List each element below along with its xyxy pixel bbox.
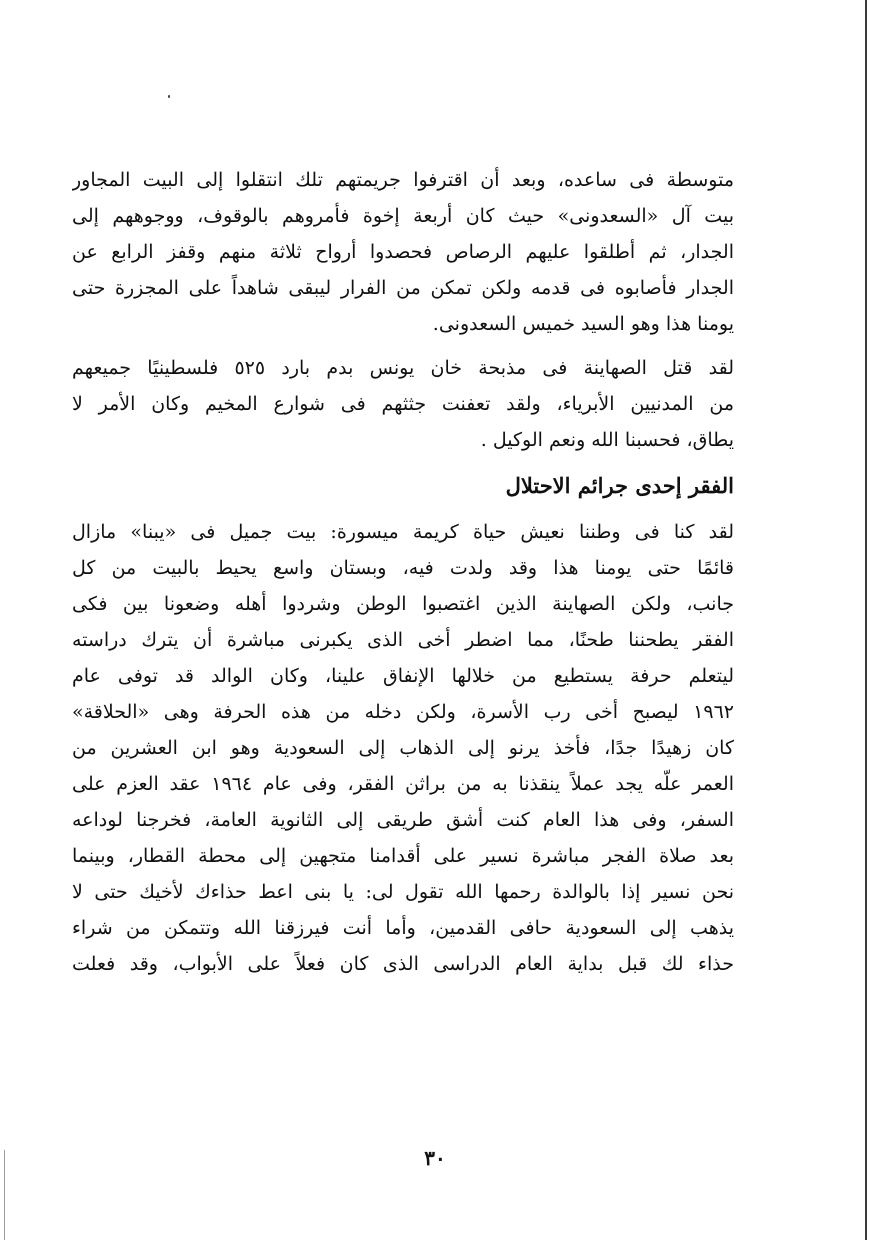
text-line: ١٩٦٢ ليصبح أخى رب الأسرة، ولكن دخله من هذه الحرفة وهى «الحلاقة»	[72, 701, 734, 723]
text-line: حذاء لك قبل بداية العام الدراسى الذى كان فعلاً على الأبواب، وقد فعلت	[72, 953, 734, 975]
scan-speck	[168, 95, 170, 98]
page-number: ٣٠	[424, 1146, 446, 1170]
paragraph-poverty	[72, 514, 734, 982]
text-line: كان زهيدًا جدًا، فأخذ يرنو إلى الذهاب إلى السعودية وهو ابن العشرين من	[72, 737, 734, 759]
text-line: قائمًا حتى يومنا هذا وقد ولدت فيه، وبستان واسع يحيط بالبيت من كل	[72, 557, 734, 579]
text-line: الجدار فأصابوه فى قدمه ولكن تمكن من الفرار ليبقى شاهداً على المجزرة حتى	[72, 277, 734, 299]
text-line: الجدار، ثم أطلقوا عليهم الرصاص فحصدوا أرواح ثلاثة منهم وقفز الرابع عن	[72, 241, 734, 263]
text-line: ليتعلم حرفة يستطيع من خلالها الإنفاق علينا، وكان الوالد قد توفى عام	[72, 665, 734, 687]
text-line: لقد قتل الصهاينة فى مذبحة خان يونس بدم بارد ٥٢٥ فلسطينيًا جميعهم	[72, 357, 734, 379]
text-line: يومنا هذا وهو السيد خميس السعدونى.	[432, 313, 734, 335]
text-line: يطاق، فحسبنا الله ونعم الوكيل .	[480, 429, 734, 451]
paragraph-massacre	[72, 350, 734, 458]
text-line: متوسطة فى ساعده، وبعد أن اقترفوا جريمتهم تلك انتقلوا إلى البيت المجاور	[72, 169, 734, 191]
paragraph-continuation	[72, 162, 734, 342]
page-body	[72, 162, 734, 982]
text-line: من المدنيين الأبرياء، ولقد تعفنت جثثهم فى شوارع المخيم وكان الأمر لا	[72, 393, 734, 415]
text-line: العمر علّه يجد عملاً ينقذنا به من براثن الفقر، وفى عام ١٩٦٤ عقد العزم على	[72, 773, 734, 795]
section-heading: الفقر إحدى جرائم الاحتلال	[505, 473, 734, 498]
text-line: لقد كنا فى وطننا نعيش حياة كريمة ميسورة: بيت جميل فى «يبنا» مازال	[72, 521, 734, 543]
text-line: نحن نسير إذا بالوالدة رحمها الله تقول لى: يا بنى اعط حذاءك لأخيك حتى لا	[72, 881, 734, 903]
text-line: بعد صلاة الفجر مباشرة نسير على أقدامنا متجهين إلى محطة القطار، وبينما	[72, 845, 734, 867]
text-line: بيت آل «السعدونى» حيث كان أربعة إخوة فأمروهم بالوقوف، ووجوههم إلى	[72, 205, 734, 227]
text-line: يذهب إلى السعودية حافى القدمين، وأما أنت فيرزقنا الله وتتمكن من شراء	[72, 917, 734, 939]
scan-edge-right	[865, 0, 867, 1240]
text-line: الفقر يطحننا طحنًا، مما اضطر أخى الذى يكبرنى مباشرة أن يترك دراسته	[72, 629, 734, 651]
text-line: السفر، وفى هذا العام كنت أشق طريقى إلى الثانوية العامة، فخرجنا لوداعه	[72, 809, 734, 831]
text-line: جانب، ولكن الصهاينة الذين اغتصبوا الوطن وشردوا أهله وضعونا بين فكى	[72, 593, 734, 615]
